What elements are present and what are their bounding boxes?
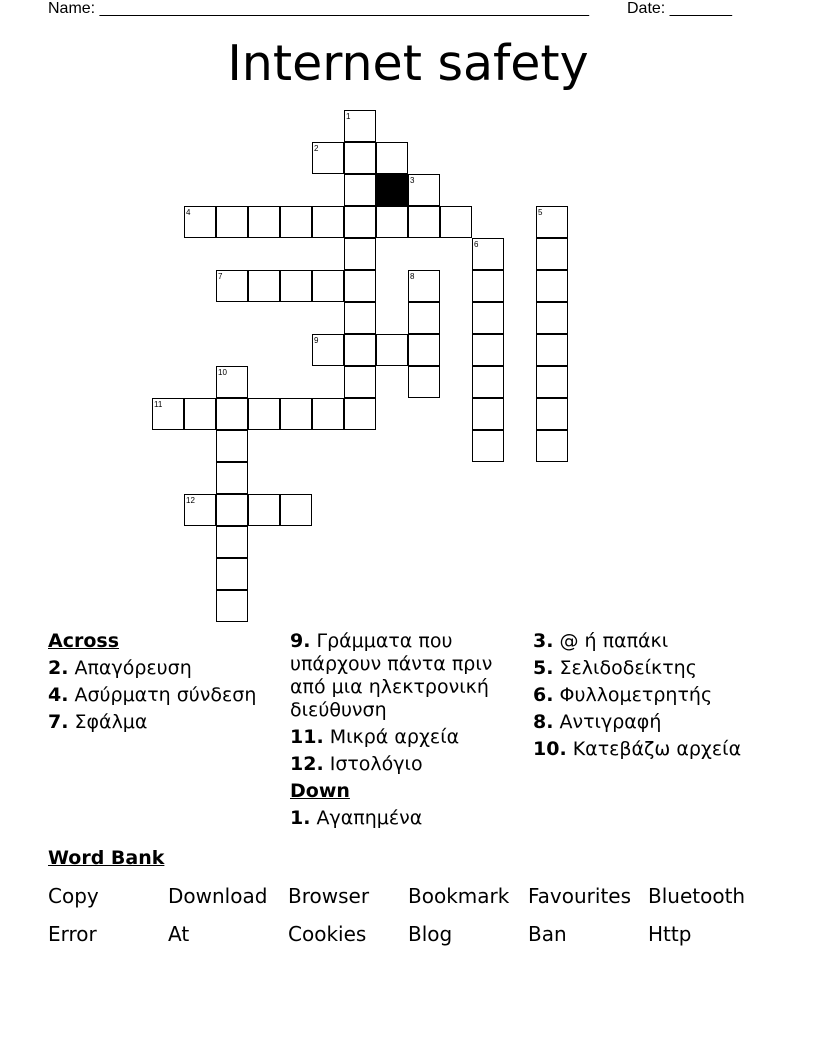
clue-text: Σφάλμα xyxy=(74,711,148,733)
clue-number: 11. xyxy=(290,726,324,748)
grid-cell xyxy=(408,302,440,334)
grid-cell xyxy=(312,206,344,238)
grid-cell xyxy=(472,398,504,430)
grid-cell xyxy=(376,142,408,174)
grid-cell xyxy=(536,302,568,334)
grid-cell xyxy=(472,334,504,366)
cell-number: 3 xyxy=(410,176,415,185)
word-bank-word: Download xyxy=(168,884,268,908)
clue-item xyxy=(533,738,765,761)
clue-item xyxy=(533,630,765,653)
clue-text: Ιστολόγιο xyxy=(329,753,423,775)
grid-cell xyxy=(344,238,376,270)
grid-cell xyxy=(472,430,504,462)
clue-number: 4. xyxy=(48,684,69,706)
grid-cell xyxy=(216,590,248,622)
cell-number: 7 xyxy=(218,272,223,281)
grid-cell xyxy=(216,462,248,494)
clue-item xyxy=(290,726,522,749)
cell-number: 9 xyxy=(314,336,319,345)
clue-text: Γράμματα που υπάρχουν πάντα πριν από μια ηλεκτρονική διεύθυνση xyxy=(290,630,493,721)
clue-number: 9. xyxy=(290,630,311,652)
clue-number: 7. xyxy=(48,711,69,733)
clue-number: 3. xyxy=(533,630,554,652)
cell-number: 1 xyxy=(346,112,351,121)
word-bank-title: Word Bank xyxy=(48,847,165,869)
word-bank-word: Bookmark xyxy=(408,884,510,908)
date-line: Date: _______ xyxy=(627,0,732,17)
grid-cell xyxy=(536,398,568,430)
word-bank-word: Cookies xyxy=(288,922,367,946)
cell-number: 5 xyxy=(538,208,543,217)
clues-column-2 xyxy=(290,630,522,834)
clue-text: Κατεβάζω αρχεία xyxy=(572,738,742,760)
grid-cell xyxy=(216,494,248,526)
grid-cell xyxy=(536,334,568,366)
word-bank-word: Http xyxy=(648,922,692,946)
grid-cell xyxy=(536,366,568,398)
clue-item xyxy=(533,711,765,734)
clue-text: Φυλλομετρητής xyxy=(559,684,713,706)
grid-cell xyxy=(216,526,248,558)
clue-item xyxy=(290,630,522,722)
clue-item xyxy=(533,657,765,680)
clues-column-3 xyxy=(533,630,765,765)
down-heading: Down xyxy=(290,780,350,802)
grid-cell xyxy=(536,270,568,302)
grid-cell xyxy=(344,206,376,238)
grid-cell xyxy=(344,398,376,430)
cell-number: 10 xyxy=(218,368,227,377)
clue-text: Μικρά αρχεία xyxy=(329,726,460,748)
grid-cell xyxy=(216,430,248,462)
cell-number: 11 xyxy=(154,400,163,409)
grid-cell xyxy=(248,398,280,430)
grid-cell xyxy=(248,270,280,302)
grid-cell xyxy=(408,206,440,238)
puzzle-title: Internet safety xyxy=(227,35,589,92)
clue-number: 12. xyxy=(290,753,324,775)
grid-cell xyxy=(216,398,248,430)
word-bank-word: Error xyxy=(48,922,97,946)
clue-number: 2. xyxy=(48,657,69,679)
clue-text: Αντιγραφή xyxy=(559,711,662,733)
grid-cell xyxy=(536,238,568,270)
grid-cell xyxy=(376,206,408,238)
grid-cell xyxy=(248,494,280,526)
clue-number: 10. xyxy=(533,738,567,760)
cell-number: 8 xyxy=(410,272,415,281)
across-heading: Across xyxy=(48,630,120,652)
grid-cell xyxy=(472,302,504,334)
clue-item xyxy=(533,684,765,707)
grid-cell xyxy=(280,206,312,238)
word-bank-word: Ban xyxy=(528,922,567,946)
grid-cell xyxy=(216,558,248,590)
clue-item xyxy=(290,807,522,830)
cell-number: 12 xyxy=(186,496,195,505)
clue-item xyxy=(48,657,280,680)
cell-number: 2 xyxy=(314,144,319,153)
grid-cell xyxy=(536,430,568,462)
grid-cell xyxy=(408,366,440,398)
clue-number: 5. xyxy=(533,657,554,679)
grid-cell xyxy=(440,206,472,238)
grid-cell xyxy=(280,494,312,526)
blocked-cell xyxy=(376,174,408,206)
grid-cell xyxy=(312,270,344,302)
grid-cell xyxy=(344,270,376,302)
word-bank-word: At xyxy=(168,922,190,946)
grid-cell xyxy=(344,142,376,174)
word-bank-word: Blog xyxy=(408,922,453,946)
grid-cell xyxy=(376,334,408,366)
name-line: Name: _______________________________________________________ xyxy=(48,0,589,17)
grid-cell xyxy=(472,366,504,398)
grid-cell xyxy=(408,334,440,366)
clue-text: Απαγόρευση xyxy=(74,657,192,679)
grid-cell xyxy=(312,398,344,430)
clue-item xyxy=(290,753,522,776)
clue-number: 1. xyxy=(290,807,311,829)
word-bank-word: Browser xyxy=(288,884,370,908)
word-bank-word: Bluetooth xyxy=(648,884,746,908)
grid-cell xyxy=(344,334,376,366)
clue-text: Αγαπημένα xyxy=(316,807,423,829)
clue-item xyxy=(48,711,280,734)
grid-cell xyxy=(280,270,312,302)
grid-cell xyxy=(344,366,376,398)
word-bank-word: Favourites xyxy=(528,884,632,908)
grid-cell xyxy=(280,398,312,430)
grid-cell xyxy=(344,302,376,334)
clue-item xyxy=(48,684,280,707)
grid-cell xyxy=(216,206,248,238)
word-bank-word: Copy xyxy=(48,884,99,908)
grid-cell xyxy=(184,398,216,430)
cell-number: 4 xyxy=(186,208,191,217)
grid-cell xyxy=(248,206,280,238)
clue-text: @ ή παπάκι xyxy=(559,630,669,652)
grid-cell xyxy=(344,174,376,206)
clue-text: Ασύρματη σύνδεση xyxy=(74,684,257,706)
clues-column-1 xyxy=(48,630,280,738)
clue-number: 6. xyxy=(533,684,554,706)
clue-text: Σελιδοδείκτης xyxy=(559,657,697,679)
grid-cell xyxy=(472,270,504,302)
clue-number: 8. xyxy=(533,711,554,733)
cell-number: 6 xyxy=(474,240,479,249)
